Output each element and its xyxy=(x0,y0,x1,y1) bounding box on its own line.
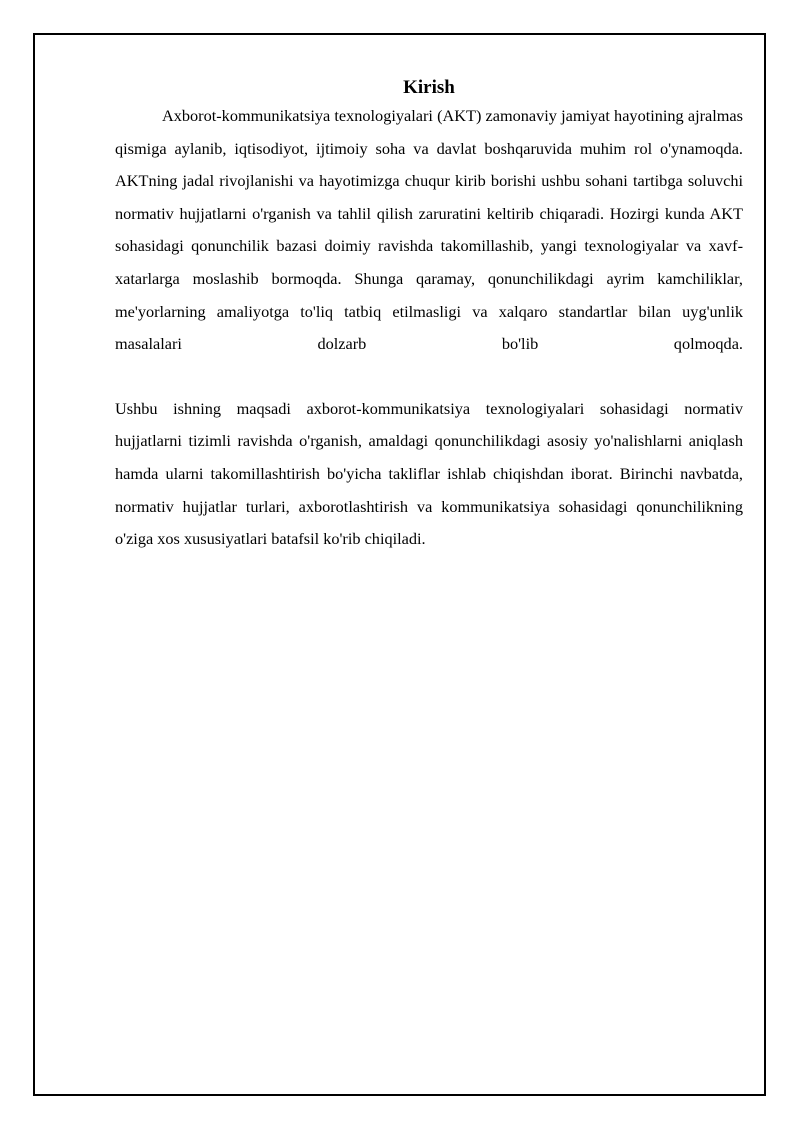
paragraph-introduction: Axborot-kommunikatsiya texnologiyalari (AKT) zamonaviy jamiyat hayotining ajralmas qismiga aylanib, iqtisodiyot, ijtimoiy soha va davlat boshqaruvida muhim rol o'ynamoqda. AKTning jadal rivojlanishi va hayotimizga chuqur kirib borishi ushbu sohani tartibga soluvchi normativ hujjatlarni o'rganish va tahlil qilish zaruratini keltirib chiqaradi. Hozirgi kunda AKT sohasidagi qonunchilik bazasi doimiy ravishda takomillashib, yangi texnologiyalar va xavf-xatarlarga moslashib bormoqda. Shunga qaramay, qonunchilikdagi ayrim kamchiliklar, me'yorlarning amaliyotga to'liq tatbiq etilmasligi va xalqaro standartlar bilan uyg'unlik masalalari dolzarb bo'lib qolmoqda. xyxy=(115,106,743,354)
paragraph-purpose: Ushbu ishning maqsadi axborot-kommunikatsiya texnologiyalari sohasidagi normativ hujjatlarni tizimli ravishda o'rganish, amaldagi qonunchilikdagi asosiy yo'nalishlarni aniqlash hamda ularni takomillashtirish bo'yicha takliflar ishlab chiqishdan iborat. Birinchi navbatda, normativ hujjatlar turlari, axborotlashtirish va kommunikatsiya sohasidagi qonunchilikning o'ziga xos xususiyatlari batafsil ko'rib chiqiladi. xyxy=(115,398,743,549)
document-title: Kirish xyxy=(403,77,455,98)
document-body xyxy=(115,76,743,556)
